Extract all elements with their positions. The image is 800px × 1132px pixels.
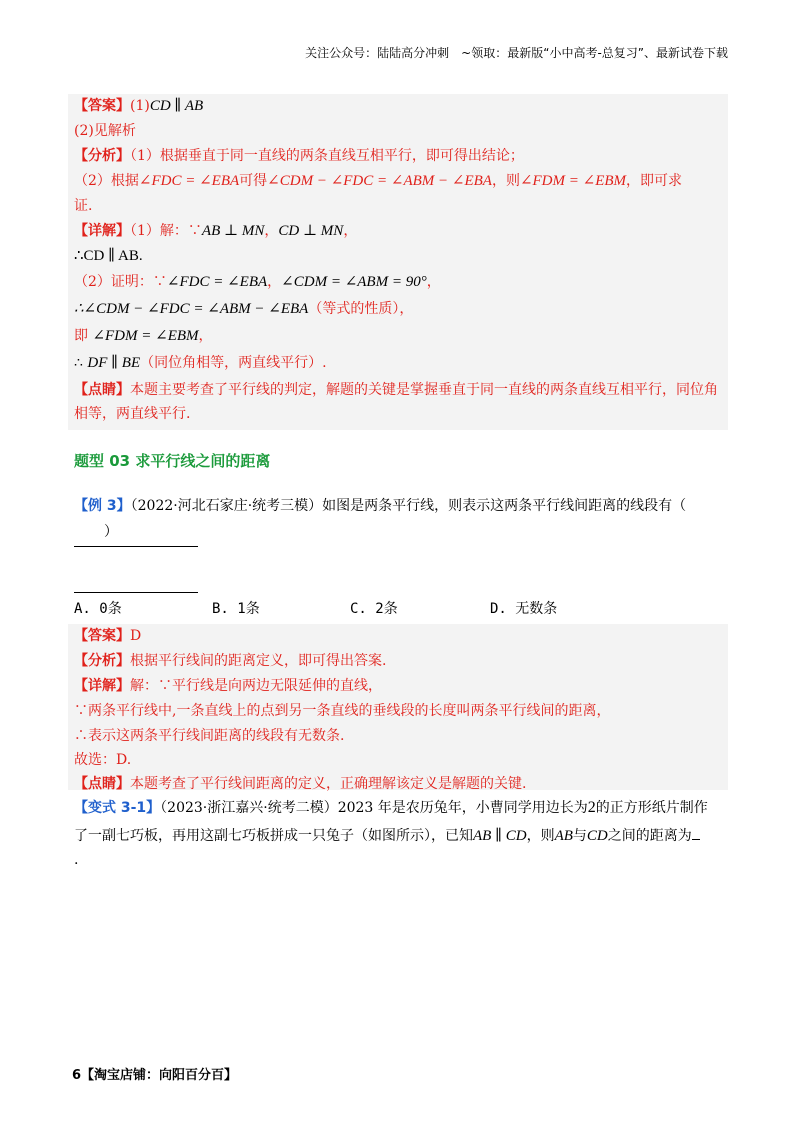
detail-text: ， bbox=[343, 223, 358, 239]
shop-label: 【淘宝店铺：向阳百分百】 bbox=[81, 1068, 238, 1083]
answer-text: (1) bbox=[130, 98, 150, 114]
option-b[interactable]: B. 1条 bbox=[212, 601, 260, 617]
point-tag: 【点睛】 bbox=[74, 776, 130, 792]
question-text: （2022·河北石家庄·统考三模）如图是两条平行线，则表示这两条平行线间距离的线段有（ bbox=[130, 498, 687, 514]
detail-line bbox=[74, 221, 357, 241]
question-text: 了一副七巧板，再用这副七巧板拼成一只兔子（如图所示），已知 bbox=[74, 828, 473, 844]
analysis-tag: 【分析】 bbox=[74, 653, 130, 669]
detail-math: ∠FDM = ∠EBM bbox=[92, 328, 199, 344]
analysis-text: （1）根据垂直于同一直线的两条直线互相平行，即可得出结论； bbox=[130, 148, 524, 164]
question-text: ，则 bbox=[526, 828, 555, 844]
answer-tag: 【答案】 bbox=[74, 98, 130, 114]
detail-text: ∴ bbox=[74, 355, 88, 371]
detail-tag: 【详解】 bbox=[74, 678, 130, 694]
detail-line-3 bbox=[74, 272, 441, 292]
analysis-line-3: 证. bbox=[74, 198, 93, 214]
detail-text: （同位角相等，两直线平行）. bbox=[140, 355, 327, 371]
analysis-text: （2）根据 bbox=[74, 173, 139, 189]
detail-text: （1）解：∵ bbox=[130, 223, 202, 239]
page-footer bbox=[72, 1064, 237, 1083]
detail-text: ， bbox=[267, 274, 282, 290]
variant-3-1-question-2 bbox=[74, 826, 700, 846]
analysis-text: ，即可求 bbox=[626, 173, 683, 189]
question-text: 与 bbox=[572, 828, 587, 844]
variant-3-1-question-3: . bbox=[74, 852, 79, 868]
detail-math: AB ⊥ MN bbox=[201, 223, 265, 239]
detail-text: ， bbox=[198, 328, 213, 344]
answer-line bbox=[74, 96, 203, 116]
ex3-analysis-line bbox=[74, 651, 386, 671]
detail-math: CD ⊥ MN bbox=[278, 223, 344, 239]
analysis-tag: 【分析】 bbox=[74, 148, 130, 164]
variant-tag: 【变式 3-1】 bbox=[74, 800, 161, 816]
point-line-2: 相等，两直线平行. bbox=[74, 406, 191, 422]
point-text: 本题考查了平行线间距离的定义，正确理解该定义是解题的关键. bbox=[130, 776, 527, 792]
detail-text: ， bbox=[264, 223, 279, 239]
analysis-text: 可得 bbox=[239, 173, 268, 189]
detail-line-6 bbox=[74, 353, 327, 373]
ex3-detail-line bbox=[74, 676, 382, 696]
question-math: CD bbox=[586, 828, 608, 844]
ex3-point-line bbox=[74, 774, 526, 794]
detail-math: ∴∠CDM − ∠FDC = ∠ABM − ∠EBA bbox=[74, 301, 309, 317]
detail-math: ∠CDM = ∠ABM = 90° bbox=[281, 274, 427, 290]
detail-text: 即 bbox=[74, 328, 93, 344]
point-tag: 【点睛】 bbox=[74, 382, 130, 398]
question-math: AB bbox=[554, 828, 573, 844]
detail-line-5 bbox=[74, 326, 213, 346]
option-a[interactable]: A. 0条 bbox=[74, 601, 122, 617]
detail-text: （等式的性质）， bbox=[308, 301, 414, 317]
option-d[interactable]: D. 无数条 bbox=[490, 601, 558, 617]
analysis-text: ，则 bbox=[491, 173, 520, 189]
answer-math: CD ∥ AB bbox=[149, 98, 204, 114]
answer-text: D bbox=[130, 628, 142, 644]
parallel-line-bottom bbox=[74, 592, 198, 593]
detail-text: ， bbox=[426, 274, 441, 290]
point-text: 本题主要考查了平行线的判定，解题的关键是掌握垂直于同一直线的两条直线互相平行，同位角 bbox=[130, 382, 718, 398]
analysis-line-2 bbox=[74, 171, 682, 191]
page-header: 关注公众号：陆陆高分冲刺 ~领取：最新版“小中高考-总复习”、最新试卷下载 bbox=[305, 46, 728, 60]
analysis-line bbox=[74, 146, 524, 166]
example-3-question-2: ） bbox=[104, 524, 118, 540]
detail-tag: 【详解】 bbox=[74, 223, 130, 239]
answer-blank[interactable] bbox=[692, 827, 700, 840]
question-math: AB ∥ CD bbox=[473, 828, 527, 844]
detail-text: （2）证明：∵ bbox=[74, 274, 167, 290]
answer-line-2: (2)见解析 bbox=[74, 123, 136, 139]
analysis-math: ∠FDC = ∠EBA bbox=[138, 173, 240, 189]
detail-math: ∠FDC = ∠EBA bbox=[166, 274, 268, 290]
ex3-detail-line-2: ∵两条平行线中,一条直线上的点到另一条直线的垂线段的长度叫两条平行线间的距离， bbox=[74, 703, 611, 719]
detail-line-4 bbox=[74, 299, 413, 319]
analysis-math: ∠FDM = ∠EBM bbox=[519, 173, 627, 189]
page-number: 6 bbox=[72, 1068, 82, 1083]
ex3-detail-line-4: 故选：D. bbox=[74, 752, 132, 768]
example-tag: 【例 3】 bbox=[74, 498, 131, 514]
detail-math: DF ∥ BE bbox=[87, 355, 141, 371]
ex3-detail-line-3: ∴表示这两条平行线间距离的线段有无数条. bbox=[74, 728, 345, 744]
question-text: 之间的距离为 bbox=[607, 828, 692, 844]
variant-3-1-question bbox=[74, 798, 708, 818]
question-text: （2023·浙江嘉兴·统考二模）2023 年是农历兔年，小曹同学用边长为 bbox=[160, 800, 588, 816]
ex3-answer-line bbox=[74, 626, 141, 646]
answer-tag: 【答案】 bbox=[74, 628, 130, 644]
example-3-question bbox=[74, 496, 686, 516]
point-line bbox=[74, 380, 718, 400]
detail-line-2: ∴CD ∥ AB. bbox=[74, 248, 143, 264]
detail-text: 解：∵平行线是向两边无限延伸的直线， bbox=[130, 678, 382, 694]
analysis-text: 根据平行线间的距离定义，即可得出答案. bbox=[130, 653, 387, 669]
question-math: 2 bbox=[587, 799, 596, 816]
question-text: 的正方形纸片制作 bbox=[595, 800, 708, 816]
section-title: 题型 03 求平行线之间的距离 bbox=[74, 452, 271, 470]
parallel-line-top bbox=[74, 546, 198, 547]
option-c[interactable]: C. 2条 bbox=[350, 601, 398, 617]
analysis-math: ∠CDM − ∠FDC = ∠ABM − ∠EBA bbox=[267, 173, 492, 189]
